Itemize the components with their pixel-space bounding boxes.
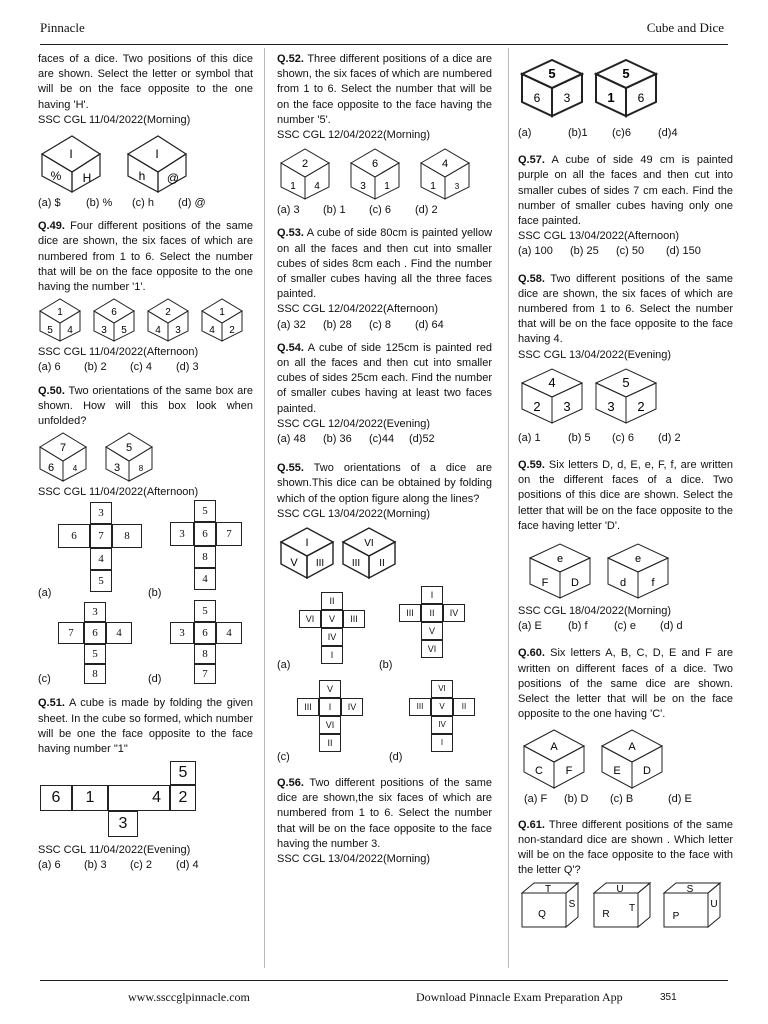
- net-cell: IV: [443, 604, 465, 622]
- question-number: Q.60.: [518, 647, 545, 660]
- option: (d) 3: [176, 361, 199, 374]
- q48-options: [38, 196, 253, 211]
- header-right: Cube and Dice: [646, 20, 724, 35]
- dice-top: 7: [59, 442, 67, 455]
- net-cell: 7: [194, 664, 216, 684]
- q58-options: [518, 431, 733, 446]
- label-a: (a): [277, 659, 291, 672]
- label-d: (d): [148, 673, 162, 686]
- net-cell: 5: [194, 500, 216, 522]
- dice-right: 5: [121, 325, 127, 337]
- question-number: Q.55.: [277, 462, 304, 475]
- option: (d) 4: [176, 859, 199, 872]
- net-cell: 6: [194, 522, 216, 546]
- dice-right: 4: [72, 464, 78, 474]
- option: (c) h: [132, 197, 154, 210]
- q57-source: SSC CGL 13/04/2022(Afternoon): [518, 230, 680, 243]
- dice: [42, 136, 100, 192]
- net-cell: 8: [194, 644, 216, 664]
- q60-options: [518, 792, 733, 807]
- net-cell: III: [297, 698, 319, 716]
- net-cell: 5: [90, 570, 112, 592]
- dice: [530, 544, 590, 598]
- column-1: [38, 52, 253, 874]
- dice-top: 1: [219, 307, 225, 319]
- net-cell: V: [431, 698, 453, 716]
- footer-app-promo: Download Pinnacle Exam Preparation App: [416, 990, 623, 1004]
- dice: [343, 528, 395, 578]
- header-left: Pinnacle: [40, 20, 85, 35]
- dice: [40, 433, 86, 481]
- q49-source: SSC CGL 11/04/2022(Afternoon): [38, 346, 199, 359]
- net-cell: 4: [106, 622, 132, 644]
- net-cell: 6: [84, 622, 106, 644]
- q60-dice-figure: [518, 726, 733, 790]
- option: (b) D: [564, 793, 589, 806]
- dice-side: S: [568, 898, 576, 910]
- q55-source: SSC CGL 13/04/2022(Morning): [277, 507, 431, 520]
- dice-top: VI: [364, 538, 374, 550]
- dice: [524, 730, 584, 788]
- dice-top: 6: [111, 307, 117, 319]
- dice-left: III: [351, 558, 361, 570]
- option: (d)52: [409, 433, 435, 446]
- q48-text: faces of a dice. Two positions of this dice are shown. Select the letter or symbol that will be on the face opposite to the one having 'H'.: [38, 53, 253, 111]
- q59-text: Six letters D, d, E, e, F, f, are written on the different faces of a dice. Two positions of this dice are shown. Select the letter that will be on the face opposite to the face having letter 'D'.: [518, 459, 733, 532]
- option: (a) 1: [518, 431, 541, 444]
- option: (c)6: [612, 127, 631, 139]
- net-cell: II: [453, 698, 475, 716]
- dice: [106, 433, 152, 481]
- option: (a) $: [38, 197, 61, 210]
- dice-side: U: [710, 898, 718, 910]
- dice-right: f: [651, 577, 655, 590]
- dice-left: 6: [47, 462, 55, 475]
- option: (a) 3: [277, 204, 300, 217]
- option: (a) 6: [38, 859, 61, 872]
- label-c: (c): [277, 751, 290, 764]
- net-cell: VI: [319, 716, 341, 734]
- option: (c) 6: [612, 431, 634, 444]
- q58-question: [518, 272, 733, 348]
- dice-right: 3: [175, 325, 181, 337]
- page-number: 351: [660, 992, 677, 1003]
- q55-nets-row1: [277, 592, 492, 678]
- question-number: Q.57.: [518, 154, 545, 167]
- dice-top: U: [616, 883, 624, 895]
- dice-side: T: [628, 902, 636, 914]
- option: (c) 2: [130, 859, 152, 872]
- question-number: Q.49.: [38, 220, 65, 233]
- dice-top: 5: [622, 66, 630, 81]
- dice-top: I: [305, 537, 309, 550]
- dice-left: 3: [607, 398, 615, 414]
- q53-text: A cube of side 80cm is painted yellow on all the faces and then cut into smaller cubes of sides 8cm each . Find the number of smaller cubes having all the three faces painted.: [277, 227, 493, 301]
- question-number: Q.56.: [277, 777, 304, 790]
- dice-left: F: [541, 577, 549, 590]
- q57-options: [518, 244, 733, 259]
- option: (c) 6: [369, 204, 391, 217]
- q56-text: Two different positions of the same dice are shown,the six faces of which are numbered from 1 to 6. Select the number that will be on the face opposite to the face having the number 3.: [277, 777, 493, 850]
- option: (c)44: [369, 433, 395, 446]
- dice-left: h: [138, 169, 146, 184]
- dice-left: d: [619, 577, 627, 590]
- q57-text: A cube of side 49 cm is painted purple on all the faces and then cut into smaller cubes of sides 7 cm each. Find the number of smaller cubes having only one face painted.: [518, 154, 733, 228]
- q51-source: SSC CGL 11/04/2022(Evening): [38, 844, 191, 857]
- dice-top: 1: [57, 307, 63, 319]
- dice-right: D: [643, 765, 651, 778]
- q61-question: [518, 818, 733, 879]
- q53-options: [277, 318, 492, 333]
- option: (a): [518, 127, 532, 139]
- q52-text: Three different positions of a dice are shown, the six faces of which are numbered from 1 to 6. Select the number that will be on the face opposite to the face having the number '5'.: [277, 53, 492, 126]
- column-divider: [508, 48, 509, 968]
- q51-options: [38, 858, 253, 873]
- dice-left: V: [290, 557, 298, 570]
- net-cell: 6: [194, 622, 216, 644]
- dice: [594, 883, 650, 927]
- dice-left: 4: [209, 325, 215, 337]
- dice: [351, 149, 399, 199]
- dice-right: 1: [384, 181, 390, 193]
- question-number: Q.51.: [38, 697, 65, 710]
- dice: [202, 299, 242, 341]
- q54-text: A cube of side 125cm is painted red on all the faces and then cut into smaller cubes of sides 25cm each. Find the number of smaller cubes having at least two faces painted.: [277, 341, 492, 415]
- net-cell: 2: [170, 785, 196, 811]
- q59-question: [518, 458, 733, 534]
- dice: [40, 299, 80, 341]
- label-a: (a): [38, 587, 52, 600]
- q56-options: [518, 126, 733, 141]
- net-cell: IV: [321, 628, 343, 646]
- dice: [596, 369, 656, 423]
- q49-text: Four different positions of the same dice are shown, the six faces of which are numbered from 1 to 6. Select the number that will be on the face opposite to the one having the number '1'.: [38, 220, 253, 294]
- net-cell: 7: [58, 622, 84, 644]
- net-cell: I: [321, 646, 343, 664]
- net-cell: 3: [170, 522, 194, 546]
- net-cell: VI: [299, 610, 321, 628]
- net-cell: 3: [170, 622, 194, 644]
- question-number: Q.53.: [277, 227, 304, 240]
- net-cell: 1: [72, 785, 108, 811]
- q51-net: [38, 757, 253, 843]
- q61-dice-figure: [518, 879, 733, 931]
- dice-front: Q: [538, 908, 546, 920]
- q55-nets-row2: [277, 678, 492, 768]
- net-cell: 3: [90, 502, 112, 524]
- dice-top: I: [155, 147, 159, 162]
- column-2: [277, 52, 492, 867]
- q60-question: [518, 646, 733, 722]
- q57-question: [518, 153, 733, 229]
- q60-text: Six letters A, B, C, D, E and F are written on different faces of a dice. Two positions of the same dice are shown. Select the letter that will be on the face opposite to the one having 'C'.: [518, 647, 734, 721]
- net-cell: IV: [431, 716, 453, 734]
- dice-top: T: [544, 883, 552, 895]
- dice-right: III: [315, 558, 325, 570]
- option: (a) 6: [38, 361, 61, 374]
- question-number: Q.52.: [277, 53, 304, 65]
- q56-question: [277, 776, 492, 852]
- dice-right: 8: [138, 464, 144, 474]
- q59-options: [518, 619, 733, 634]
- q54-question: [277, 341, 492, 417]
- q50-source: SSC CGL 11/04/2022(Afternoon): [38, 486, 199, 499]
- q59-dice-figure: [518, 540, 733, 602]
- net-cell: 6: [40, 785, 72, 811]
- option: (d) E: [668, 793, 692, 806]
- dice-top: e: [556, 553, 564, 566]
- net-cell: 8: [84, 664, 106, 684]
- option: (b)1: [568, 127, 588, 139]
- dice-left: 3: [113, 462, 121, 475]
- q56-dice-figure: [518, 56, 733, 120]
- q49-dice-figure: [38, 295, 253, 345]
- dice-right: 4: [314, 181, 320, 193]
- q54-options: [277, 432, 492, 447]
- net-cell: III: [399, 604, 421, 622]
- net-cell: IV: [341, 698, 363, 716]
- net-cell: 4: [194, 568, 216, 590]
- dice: [664, 883, 720, 927]
- q55-text: Two orientations of a dice are shown.This dice can be obtained by folding which of the option figure along the lines?: [277, 462, 492, 505]
- dice-right: 6: [637, 91, 645, 105]
- option: (a) E: [518, 620, 542, 633]
- question-number: Q.58.: [518, 272, 545, 285]
- question-number: Q.50.: [38, 384, 65, 397]
- dice-left: 4: [155, 325, 161, 337]
- option: (a) F: [524, 793, 548, 806]
- option: (a) 32: [277, 318, 306, 331]
- dice-left: 6: [533, 91, 541, 105]
- q49-options: [38, 360, 253, 375]
- dice-top: I: [69, 147, 73, 162]
- dice-top: 5: [125, 442, 133, 455]
- label-b: (b): [148, 587, 162, 600]
- net-cell: 4: [90, 548, 112, 570]
- dice: [602, 730, 662, 788]
- q56-source: SSC CGL 13/04/2022(Morning): [277, 853, 431, 866]
- q52-question: [277, 52, 492, 128]
- option: (b) %: [86, 197, 113, 210]
- q50-question: [38, 384, 253, 430]
- q52-options: [277, 203, 492, 218]
- dice: [281, 149, 329, 199]
- label-d: (d): [389, 751, 403, 764]
- option: (a) 100: [518, 245, 553, 258]
- net-cell: II: [421, 604, 443, 622]
- column-3: [518, 56, 733, 931]
- net-cell: I: [421, 586, 443, 604]
- option: (d) @: [178, 197, 206, 210]
- dice-right: 2: [637, 398, 645, 414]
- q54-source: SSC CGL 12/04/2022(Evening): [277, 417, 431, 430]
- q50-text: Two orientations of the same box are shown. How will this box look when unfolded?: [38, 384, 253, 428]
- q48-source: SSC CGL 11/04/2022(Morning): [38, 113, 191, 126]
- question-number: Q.59.: [518, 459, 545, 472]
- option: (b) 3: [84, 859, 107, 872]
- dice-right: 3: [563, 398, 571, 414]
- net-cell: 5: [84, 644, 106, 664]
- option: (d)4: [658, 127, 678, 139]
- net-cell: I: [431, 734, 453, 752]
- net-cell: VI: [431, 680, 453, 698]
- dice-left: 5: [47, 325, 53, 337]
- dice-top: 2: [301, 158, 309, 171]
- dice: [522, 883, 578, 927]
- dice-front: P: [672, 910, 680, 922]
- dice: [281, 528, 333, 578]
- dice-right: 3: [563, 91, 571, 105]
- net-cell: V: [321, 610, 343, 628]
- dice: [128, 136, 186, 192]
- dice: [148, 299, 188, 341]
- q49-question: [38, 219, 253, 295]
- dice-right: 2: [229, 325, 235, 337]
- option: (b) 28: [323, 318, 352, 331]
- option: (d) 64: [415, 318, 444, 331]
- label-c: (c): [38, 673, 51, 686]
- option: (c) 4: [130, 361, 152, 374]
- net-cell: 6: [58, 524, 90, 548]
- dice-top: 4: [548, 374, 556, 390]
- dice-left: 1: [607, 90, 615, 105]
- dice-right: H: [82, 171, 92, 186]
- net-cell: V: [319, 680, 341, 698]
- q55-dice-figure: [277, 522, 492, 582]
- q55-question: [277, 461, 492, 507]
- net-cell: 4: [216, 622, 242, 644]
- net-cell: 3: [84, 602, 106, 622]
- option: (d) 2: [415, 204, 438, 217]
- net-cell: II: [319, 734, 341, 752]
- question-number: Q.61.: [518, 818, 545, 831]
- net-cell: III: [343, 610, 365, 628]
- q50-dice-figure: [38, 429, 253, 485]
- dice-left: 1: [290, 181, 296, 193]
- dice-left: 3: [101, 325, 107, 337]
- dice-top: 5: [622, 374, 630, 390]
- net-cell: II: [321, 592, 343, 610]
- option: (c) 50: [616, 245, 645, 258]
- dice-top: A: [628, 741, 636, 754]
- q50-nets-row1: [38, 500, 253, 600]
- q52-dice-figure: [277, 143, 492, 203]
- q53-source: SSC CGL 12/04/2022(Afternoon): [277, 303, 439, 316]
- dice-right: II: [379, 558, 385, 570]
- dice: [421, 149, 469, 199]
- option: (c) B: [610, 793, 634, 806]
- dice-front: R: [602, 908, 610, 920]
- dice-top: 5: [548, 66, 556, 81]
- net-cell: 7: [216, 522, 242, 546]
- dice-top: 6: [371, 158, 379, 171]
- dice-top: A: [550, 741, 558, 754]
- dice: [608, 544, 668, 598]
- dice: [522, 60, 582, 116]
- footer-rule: [40, 980, 728, 981]
- net-cell: 5: [194, 600, 216, 622]
- dice-left: 1: [430, 181, 436, 193]
- q48-dice-figure: [38, 128, 253, 196]
- option: (c) 8: [369, 318, 391, 331]
- dice-top: S: [686, 883, 694, 895]
- dice-right: F: [565, 765, 573, 778]
- q52-source: SSC CGL 12/04/2022(Morning): [277, 129, 431, 142]
- dice-right: D: [571, 577, 579, 590]
- net-cell: III: [409, 698, 431, 716]
- net-cell: 5: [170, 761, 196, 785]
- net-cell: 8: [112, 524, 142, 548]
- question-number: Q.54.: [277, 341, 304, 354]
- dice-right: 3: [454, 182, 460, 192]
- option: (b) 25: [570, 245, 599, 258]
- dice-top: 2: [165, 307, 171, 319]
- q58-source: SSC CGL 13/04/2022(Evening): [518, 348, 672, 361]
- q58-text: Two different positions of the same dice are shown, the six faces of which are numbered from 1 to 6. Select the number that will be on the face opposite to the face having 4.: [518, 272, 734, 346]
- dice-right: 4: [67, 325, 73, 337]
- dice-left: 3: [360, 181, 366, 193]
- q51-question: [38, 696, 253, 757]
- q50-nets-row2: [38, 600, 253, 688]
- option: (a) 48: [277, 433, 306, 446]
- net-cell: V: [421, 622, 443, 640]
- q53-question: [277, 226, 492, 302]
- dice: [94, 299, 134, 341]
- net-cell: 7: [90, 524, 112, 548]
- column-divider: [264, 48, 265, 968]
- option: (b) 1: [323, 204, 346, 217]
- option: (c) e: [614, 620, 636, 633]
- dice-left: E: [613, 765, 621, 778]
- net-cell: 8: [194, 546, 216, 568]
- net-cell: 4: [108, 785, 170, 811]
- net-cell: VI: [421, 640, 443, 658]
- dice: [522, 369, 582, 423]
- option: (b) 2: [84, 361, 107, 374]
- option: (b) f: [568, 620, 588, 633]
- option: (d) d: [660, 620, 683, 633]
- label-b: (b): [379, 659, 393, 672]
- dice-top: e: [634, 553, 642, 566]
- dice-top: 4: [441, 158, 449, 171]
- option: (b) 5: [568, 431, 591, 444]
- net-cell: I: [319, 698, 341, 716]
- dice: [596, 60, 656, 116]
- header-rule: [40, 44, 728, 45]
- option: (b) 36: [323, 433, 352, 446]
- dice-left: %: [50, 169, 62, 184]
- q51-text: A cube is made by folding the given sheet. In the cube so formed, which number will be one the face opposite to the face having number "1": [38, 697, 253, 756]
- option: (d) 150: [666, 245, 701, 258]
- dice-left: 2: [533, 398, 541, 414]
- option: (d) 2: [658, 431, 681, 444]
- footer-url[interactable]: www.ssccglpinnacle.com: [128, 990, 250, 1004]
- net-cell: 3: [108, 811, 138, 837]
- dice-right: @: [166, 171, 180, 186]
- dice-left: C: [535, 765, 543, 778]
- q59-source: SSC CGL 18/04/2022(Morning): [518, 605, 672, 618]
- q58-dice-figure: [518, 363, 733, 427]
- q61-text: Three different positions of the same non-standard dice are shown . Which letter will be on the face opposite to the face with the letter Q'?: [518, 818, 734, 877]
